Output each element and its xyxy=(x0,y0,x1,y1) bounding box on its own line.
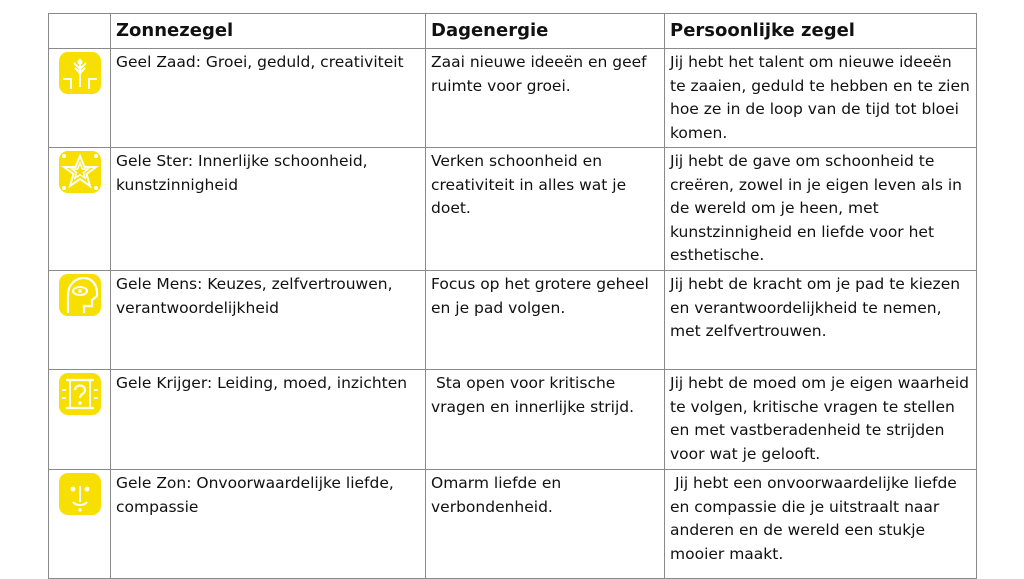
table-row xyxy=(49,470,977,579)
yellow-human-glyph-icon xyxy=(58,273,102,317)
seal-name: Gele Krijger: Leiding, moed, inzichten xyxy=(111,370,426,470)
yellow-star-glyph-icon xyxy=(58,150,102,194)
day-energy: Zaai nieuwe ideeën en geef ruimte voor groei. xyxy=(426,49,665,148)
header-icon-column xyxy=(49,14,111,49)
table-header-row xyxy=(49,14,977,49)
day-energy: Verken schoonheid en creativiteit in alles wat je doet. xyxy=(426,148,665,271)
day-energy: Focus op het grotere geheel en je pad volgen. xyxy=(426,271,665,370)
header-persoonlijke-zegel: Persoonlijke zegel xyxy=(665,14,977,49)
seal-name: Gele Zon: Onvoorwaardelijke liefde, compassie xyxy=(111,470,426,579)
seal-name: Geel Zaad: Groei, geduld, creativiteit xyxy=(111,49,426,148)
header-zonnezegel: Zonnezegel xyxy=(111,14,426,49)
personal-seal-text: Jij hebt de gave om schoonheid te creëren, zowel in je eigen leven als in de wereld om je heen, met kunstzinnigheid en liefde voor het esthetische. xyxy=(665,148,977,271)
header-dagenergie: Dagenergie xyxy=(426,14,665,49)
table-row xyxy=(49,148,977,271)
personal-seal-text: Jij hebt de moed om je eigen waarheid te volgen, kritische vragen te stellen en met vastberadenheid te strijden voor wat je gelooft. xyxy=(665,370,977,470)
seal-name: Gele Ster: Innerlijke schoonheid, kunstzinnigheid xyxy=(111,148,426,271)
table-row xyxy=(49,49,977,148)
solar-seal-table xyxy=(48,13,977,579)
personal-seal-text: Jij hebt het talent om nieuwe ideeën te zaaien, geduld te hebben en te zien hoe ze in de loop van de tijd tot bloei komen. xyxy=(665,49,977,148)
yellow-sun-glyph-icon xyxy=(58,472,102,516)
yellow-warrior-glyph-icon xyxy=(58,372,102,416)
personal-seal-text: Jij hebt een onvoorwaardelijke liefde en compassie die je uitstraalt naar anderen en de wereld een stukje mooier maakt. xyxy=(665,470,977,579)
day-energy: Omarm liefde en verbondenheid. xyxy=(426,470,665,579)
seal-name: Gele Mens: Keuzes, zelfvertrouwen, verantwoordelijkheid xyxy=(111,271,426,370)
day-energy: Sta open voor kritische vragen en innerlijke strijd. xyxy=(426,370,665,470)
personal-seal-text: Jij hebt de kracht om je pad te kiezen en verantwoordelijkheid te nemen, met zelfvertrouwen. xyxy=(665,271,977,370)
table-row xyxy=(49,370,977,470)
table-row xyxy=(49,271,977,370)
yellow-seed-glyph-icon xyxy=(58,51,102,95)
